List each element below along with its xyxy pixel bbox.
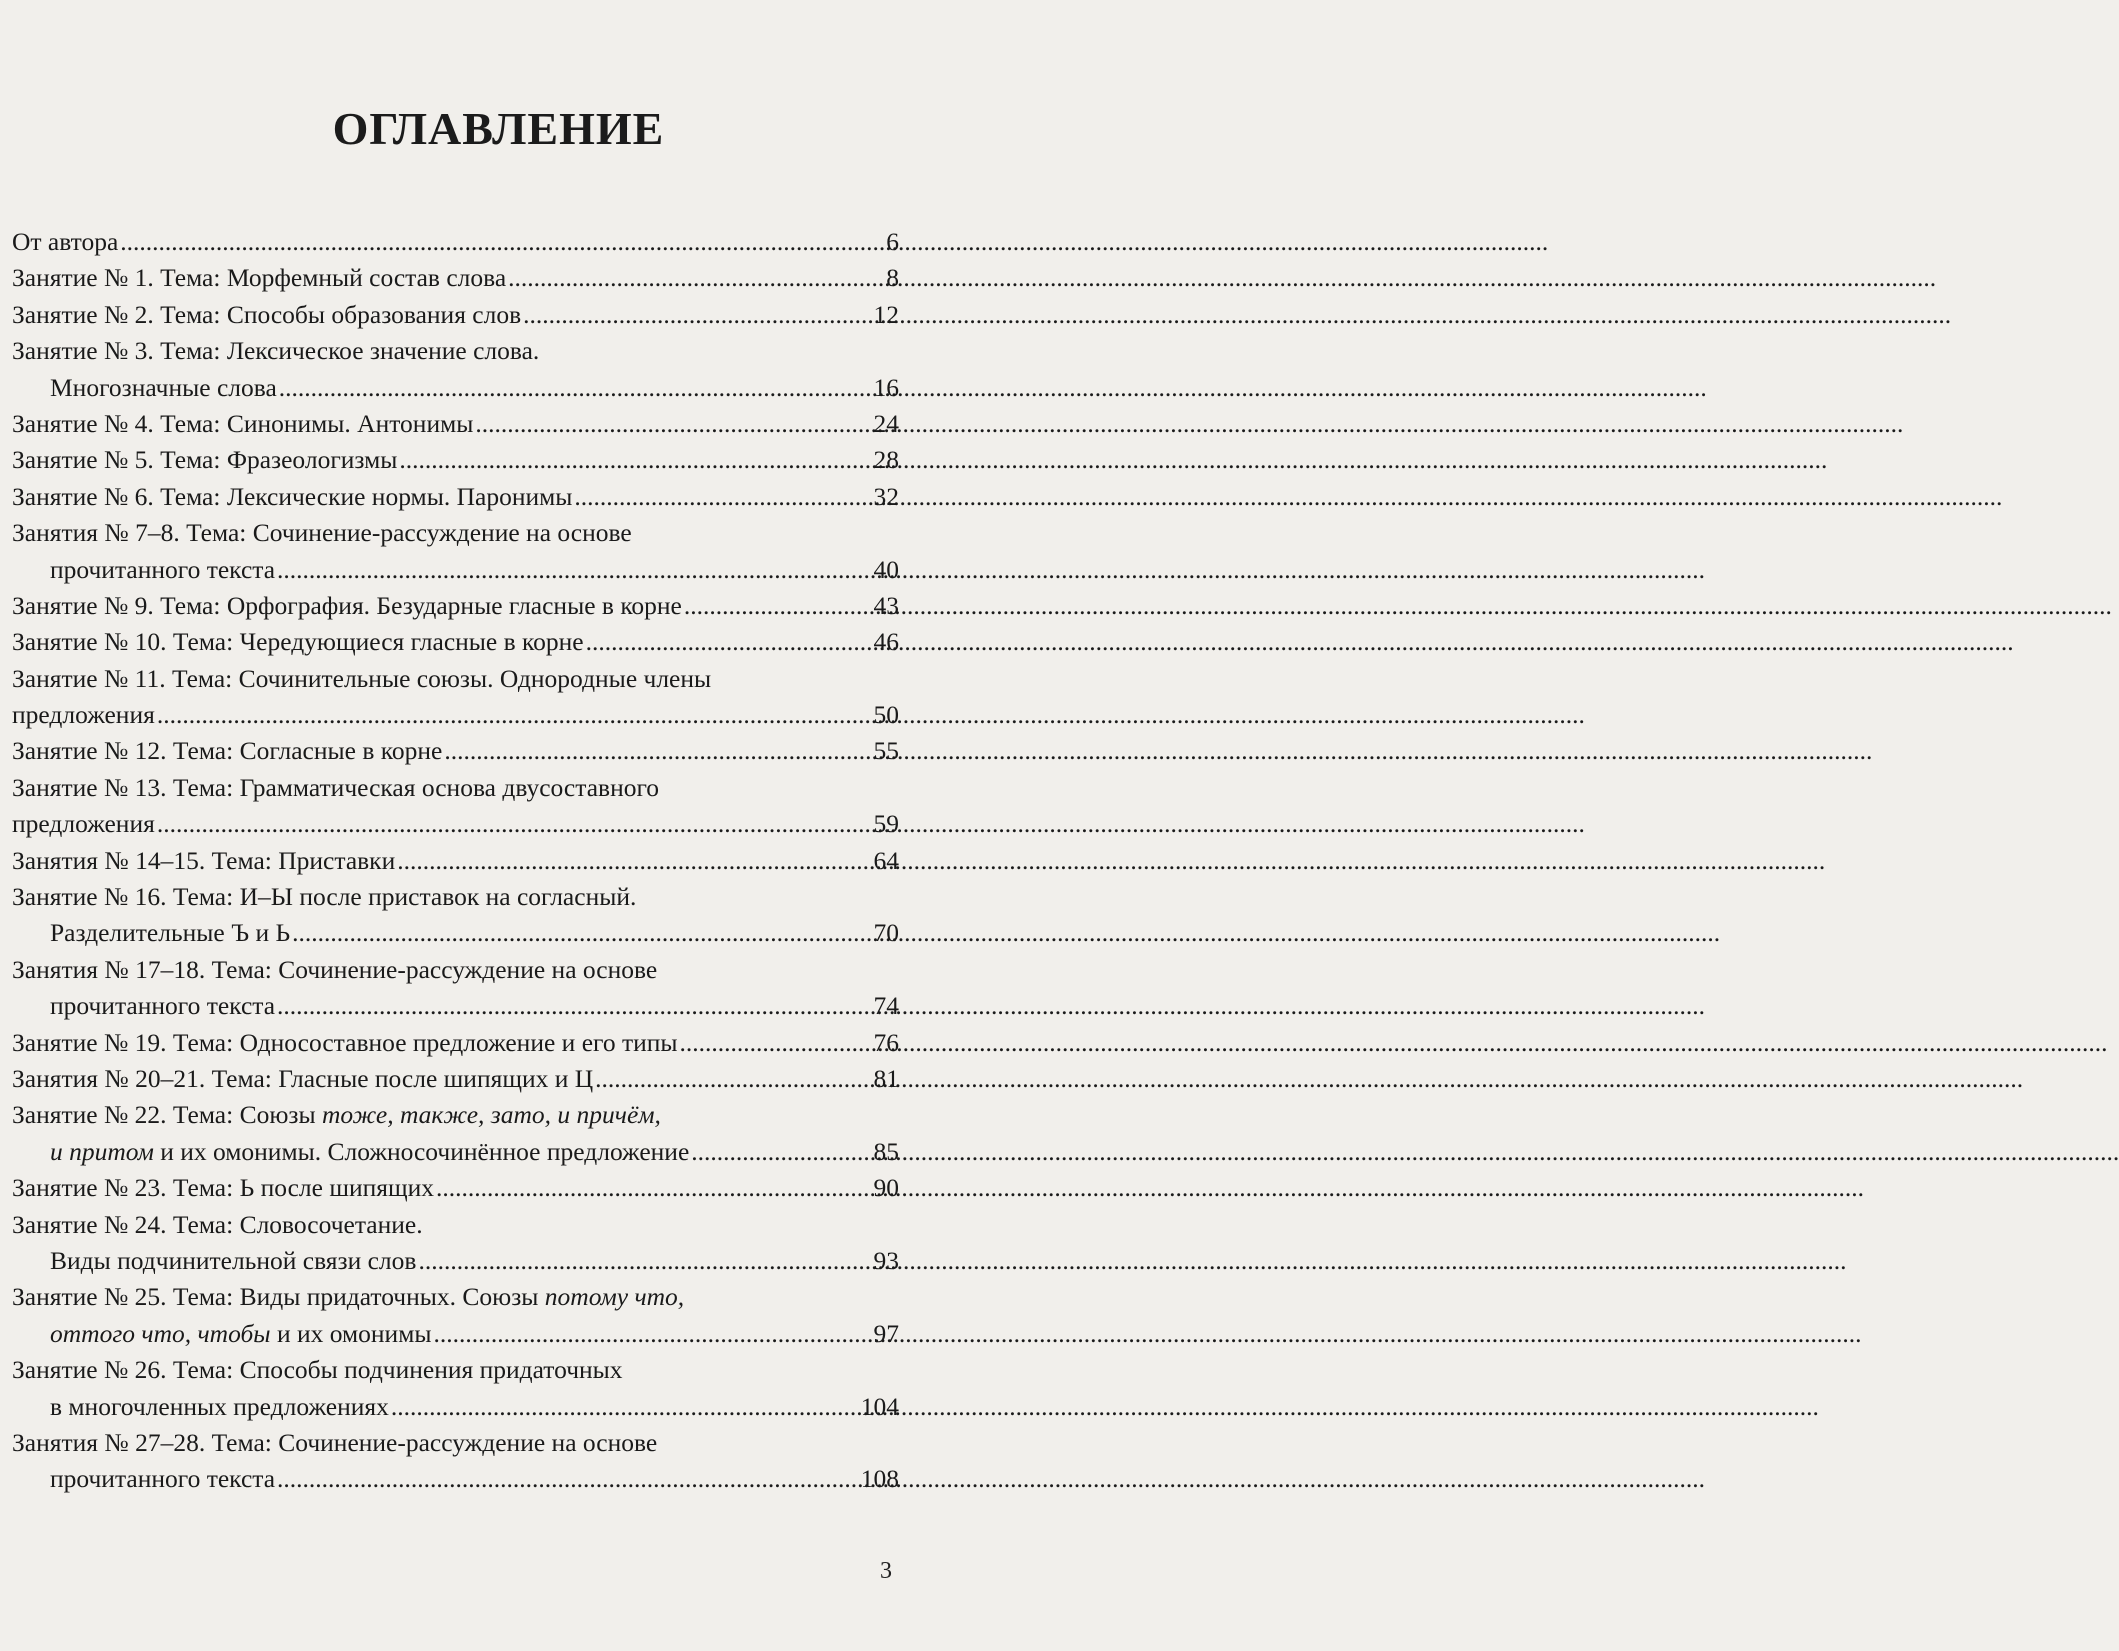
toc-entry-title xyxy=(12,479,572,515)
toc-leader-dots xyxy=(277,552,871,588)
toc-page-number: 50 xyxy=(873,700,899,730)
toc-page-number: 24 xyxy=(873,408,899,438)
toc-entry-continuation xyxy=(12,1389,899,1425)
toc-entry-title xyxy=(50,1243,416,1279)
toc-entry-text: Занятия № 17–18. Тема: Сочинение-рассуждение на основе xyxy=(12,954,658,984)
toc-entry-text: Занятие № 26. Тема: Способы подчинения придаточных xyxy=(12,1355,623,1385)
toc-leader-dots xyxy=(523,297,871,333)
toc-leader-dots xyxy=(157,697,872,733)
toc-entry xyxy=(12,515,899,551)
toc-entry-text: Занятие № 2. Тема: Способы образования слов xyxy=(12,299,522,329)
toc-leader-dots xyxy=(574,479,871,515)
toc-entry-title xyxy=(12,1425,657,1461)
toc-page-number: 43 xyxy=(873,590,899,620)
toc-entry-continuation xyxy=(12,697,899,733)
toc-page-number: 90 xyxy=(873,1173,899,1203)
toc-entry xyxy=(12,624,899,660)
toc-entry-text: Занятие № 19. Тема: Односоставное предложение и его типы xyxy=(12,1027,678,1057)
toc-leader-dots xyxy=(277,1461,859,1497)
toc-entry xyxy=(12,442,899,478)
toc-entry-title xyxy=(12,770,659,806)
toc-entry xyxy=(12,1170,899,1206)
toc-leader-dots xyxy=(508,260,884,296)
toc-entry-title xyxy=(50,370,277,406)
toc-entry-continuation xyxy=(12,1316,899,1352)
table-of-contents xyxy=(12,224,899,1498)
toc-leader-dots xyxy=(397,843,871,879)
toc-entry xyxy=(12,1352,899,1388)
toc-entry-continuation xyxy=(12,1134,899,1170)
toc-page-number: 8 xyxy=(886,263,899,293)
toc-entry xyxy=(12,843,899,879)
toc-entry xyxy=(12,297,899,333)
toc-entry-title xyxy=(50,1461,275,1497)
toc-entry-text: Занятие № 25. Тема: Виды придаточных. Союзы xyxy=(12,1282,545,1312)
toc-entry-title xyxy=(12,1097,661,1133)
toc-entry-text: в многочленных предложениях xyxy=(50,1391,389,1421)
toc-leader-dots xyxy=(475,406,871,442)
toc-page-number: 32 xyxy=(873,481,899,511)
toc-entry-text: прочитанного текста xyxy=(50,554,276,584)
toc-entry-text: Занятие № 24. Тема: Словосочетание. xyxy=(12,1209,423,1239)
toc-entry-text: Занятие № 11. Тема: Сочинительные союзы. Однородные члены xyxy=(12,663,712,693)
toc-entry-title xyxy=(12,333,539,369)
toc-entry-title xyxy=(50,988,275,1024)
toc-entry xyxy=(12,879,899,915)
toc-page-number: 93 xyxy=(873,1245,899,1275)
toc-entry-title xyxy=(12,406,473,442)
toc-page-number: 64 xyxy=(873,845,899,875)
toc-entry-text: Занятие № 9. Тема: Орфография. Безударные гласные в корне xyxy=(12,590,682,620)
toc-page-number: 46 xyxy=(873,627,899,657)
toc-page-number: 55 xyxy=(873,736,899,766)
toc-entry-text: Занятие № 5. Тема: Фразеологизмы xyxy=(12,445,398,475)
toc-leader-dots xyxy=(684,588,872,624)
toc-entry-continuation xyxy=(12,915,899,951)
toc-leader-dots xyxy=(436,1170,871,1206)
toc-entry-title xyxy=(12,733,442,769)
toc-entry-title xyxy=(12,1170,434,1206)
toc-entry-title xyxy=(12,1025,678,1061)
toc-leader-dots xyxy=(279,370,872,406)
toc-page-number: 74 xyxy=(873,991,899,1021)
toc-entry-text: От автора xyxy=(12,227,119,256)
toc-leader-dots xyxy=(680,1025,872,1061)
toc-entry-continuation xyxy=(12,552,899,588)
toc-entry-title xyxy=(12,1207,423,1243)
toc-page-number: 16 xyxy=(873,372,899,402)
toc-entry xyxy=(12,406,899,442)
toc-entry-title xyxy=(50,915,290,951)
toc-page-number: 28 xyxy=(873,445,899,475)
toc-leader-dots xyxy=(433,1316,871,1352)
toc-entry xyxy=(12,1061,899,1097)
toc-entry xyxy=(12,260,899,296)
toc-leader-dots xyxy=(292,915,871,951)
toc-page-number: 97 xyxy=(873,1318,899,1348)
toc-leader-dots xyxy=(120,224,884,260)
toc-page-number: 85 xyxy=(873,1136,899,1166)
toc-entry-text: Занятие № 3. Тема: Лексическое значение слова. xyxy=(12,336,540,366)
toc-page-number: 76 xyxy=(873,1027,899,1057)
toc-leader-dots xyxy=(691,1134,871,1170)
page-number: 3 xyxy=(880,1558,892,1584)
toc-entry-title xyxy=(12,1352,623,1388)
toc-entry-title xyxy=(12,806,155,842)
toc-entry-italic-text: потому что, xyxy=(544,1282,685,1312)
toc-page-number: 59 xyxy=(873,809,899,839)
toc-entry-title xyxy=(12,442,397,478)
toc-entry-title xyxy=(50,552,275,588)
toc-entry xyxy=(12,479,899,515)
toc-entry-title xyxy=(12,697,155,733)
page xyxy=(0,0,997,1651)
toc-page-number: 12 xyxy=(873,299,899,329)
toc-leader-dots xyxy=(418,1243,871,1279)
toc-entry-text: Занятие № 16. Тема: И–Ы после приставок на согласный. xyxy=(12,882,637,912)
toc-page-number: 104 xyxy=(860,1391,899,1421)
toc-entry xyxy=(12,224,899,260)
toc-entry-italic-text: тоже, также, зато, и причём, xyxy=(321,1100,661,1130)
toc-entry-text: Занятие № 4. Тема: Синонимы. Антонимы xyxy=(12,408,474,438)
toc-entry-italic-text: и притом xyxy=(50,1136,154,1166)
toc-entry-title xyxy=(12,1279,684,1315)
toc-entry xyxy=(12,333,899,369)
toc-entry-text: Занятие № 23. Тема: Ь после шипящих xyxy=(12,1173,435,1203)
toc-entry-title xyxy=(50,1316,431,1352)
toc-entry-text: прочитанного текста xyxy=(50,1464,276,1494)
toc-entry xyxy=(12,1279,899,1315)
toc-leader-dots xyxy=(277,988,871,1024)
toc-entry xyxy=(12,1207,899,1243)
toc-entry xyxy=(12,588,899,624)
toc-entry-text: Занятия № 14–15. Тема: Приставки xyxy=(12,845,396,875)
toc-entry-title xyxy=(12,260,506,296)
toc-entry-title xyxy=(50,1134,689,1170)
toc-leader-dots xyxy=(444,733,871,769)
toc-entry-text: и их омонимы. Сложносочинённое предложение xyxy=(153,1136,690,1166)
toc-entry xyxy=(12,770,899,806)
toc-entry-text: Многозначные слова xyxy=(50,372,277,402)
toc-page-number: 81 xyxy=(873,1063,899,1093)
toc-entry-title xyxy=(12,224,118,260)
toc-entry-continuation xyxy=(12,988,899,1024)
toc-entry xyxy=(12,1097,899,1133)
toc-entry-text: предложения xyxy=(12,809,155,839)
toc-entry-text: Занятия № 7–8. Тема: Сочинение-рассуждение на основе xyxy=(12,518,632,548)
toc-entry-text: Виды подчинительной связи слов xyxy=(50,1245,417,1275)
toc-entry-title xyxy=(12,588,682,624)
toc-entry-italic-text: оттого что, чтобы xyxy=(50,1318,271,1348)
toc-entry xyxy=(12,1025,899,1061)
toc-entry-continuation xyxy=(12,370,899,406)
toc-entry-title xyxy=(50,1389,389,1425)
toc-entry-title xyxy=(12,515,632,551)
toc-entry-title xyxy=(12,1061,593,1097)
toc-entry-text: Занятие № 1. Тема: Морфемный состав слова xyxy=(12,263,507,293)
toc-entry-text: Занятие № 12. Тема: Согласные в корне xyxy=(12,736,443,766)
toc-entry-title xyxy=(12,297,521,333)
toc-entry-text: Занятие № 6. Тема: Лексические нормы. Паронимы xyxy=(12,481,573,511)
toc-entry xyxy=(12,1425,899,1461)
toc-entry-continuation xyxy=(12,1461,899,1497)
toc-entry xyxy=(12,952,899,988)
toc-entry-continuation xyxy=(12,1243,899,1279)
toc-leader-dots xyxy=(157,806,872,842)
toc-entry-text: Занятия № 27–28. Тема: Сочинение-рассуждение на основе xyxy=(12,1427,658,1457)
toc-page-number: 40 xyxy=(873,554,899,584)
toc-page-number: 108 xyxy=(860,1464,899,1494)
toc-entry-text: предложения xyxy=(12,700,155,730)
toc-entry-text: и их омонимы xyxy=(270,1318,432,1348)
toc-entry-text: Занятие № 22. Тема: Союзы xyxy=(12,1100,322,1130)
toc-entry-text: Занятия № 20–21. Тема: Гласные после шипящих и Ц xyxy=(12,1063,594,1093)
toc-entry-title xyxy=(12,879,636,915)
toc-leader-dots xyxy=(391,1389,859,1425)
toc-leader-dots xyxy=(399,442,871,478)
toc-entry-title xyxy=(12,952,657,988)
toc-entry-title xyxy=(12,661,711,697)
toc-entry xyxy=(12,661,899,697)
toc-entry-text: Занятие № 10. Тема: Чередующиеся гласные в корне xyxy=(12,627,584,657)
toc-leader-dots xyxy=(586,624,872,660)
toc-entry-continuation xyxy=(12,806,899,842)
toc-page-number: 70 xyxy=(873,918,899,948)
toc-entry xyxy=(12,733,899,769)
toc-entry-text: Разделительные Ъ и Ь xyxy=(50,918,291,948)
toc-entry-title xyxy=(12,843,395,879)
toc-entry-text: Занятие № 13. Тема: Грамматическая основа двусоставного xyxy=(12,772,660,802)
toc-entry-text: прочитанного текста xyxy=(50,991,276,1021)
toc-leader-dots xyxy=(595,1061,871,1097)
toc-page-number: 6 xyxy=(886,227,899,256)
toc-entry-title xyxy=(12,624,584,660)
page-title: ОГЛАВЛЕНИЕ xyxy=(332,103,665,154)
